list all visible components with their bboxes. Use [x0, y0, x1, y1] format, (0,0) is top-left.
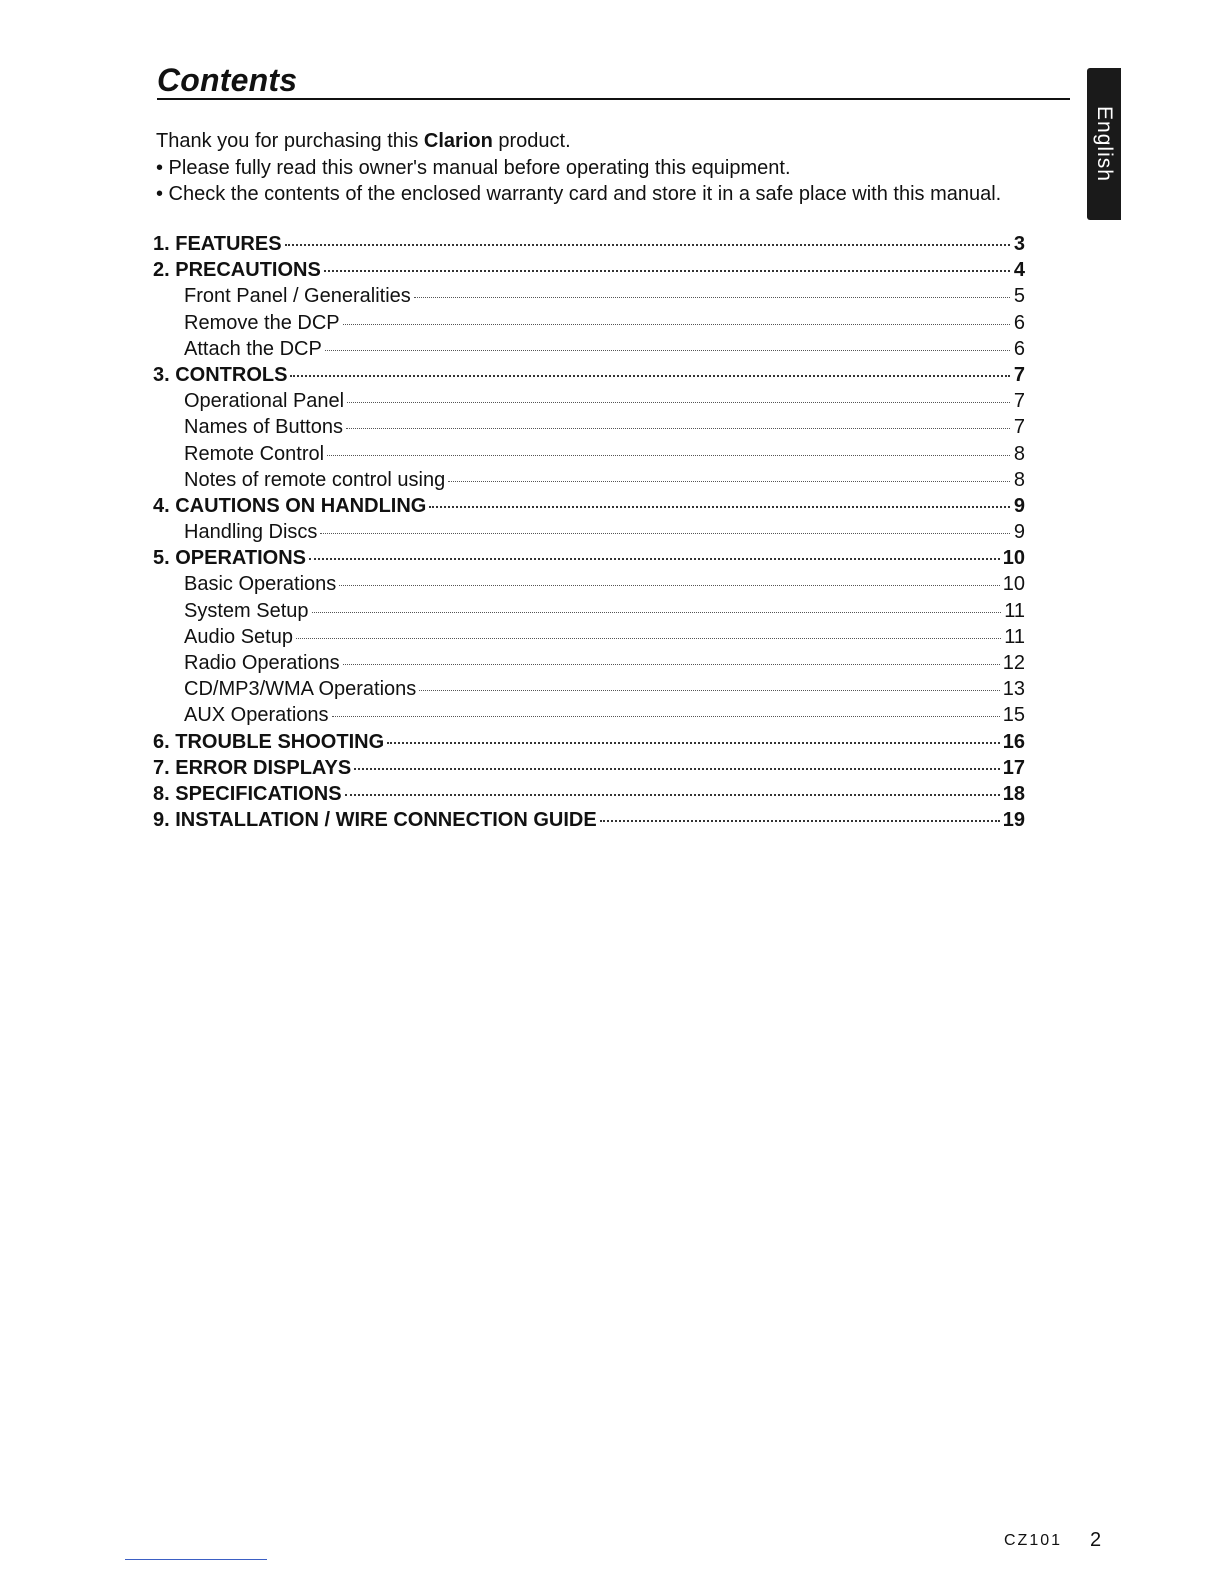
toc-entry-page: 18 — [1002, 782, 1025, 805]
toc-entry-page: 9 — [1013, 494, 1025, 517]
toc-dot-leader — [345, 794, 1000, 796]
toc-dot-leader — [324, 270, 1010, 272]
toc-dot-leader — [346, 428, 1010, 429]
intro-thanks-before: Thank you for purchasing this — [156, 130, 424, 152]
toc-section-entry[interactable] — [153, 233, 1025, 259]
toc-dot-leader — [320, 533, 1010, 534]
toc-entry-label: 1. FEATURES — [153, 233, 282, 255]
toc-entry-page: 6 — [1013, 311, 1025, 334]
toc-subsection-entry[interactable] — [153, 573, 1025, 599]
toc-dot-leader — [343, 324, 1010, 325]
toc-entry-label: 3. CONTROLS — [153, 363, 288, 386]
toc-entry-page: 3 — [1013, 233, 1025, 255]
brand-name: Clarion — [423, 130, 493, 152]
toc-dot-leader — [354, 768, 1000, 770]
toc-dot-leader — [296, 638, 1001, 639]
toc-dot-leader — [600, 820, 1000, 822]
language-tab-label: English — [1093, 106, 1116, 182]
toc-subsection-entry[interactable] — [153, 416, 1025, 442]
toc-section-entry[interactable] — [153, 495, 1025, 521]
toc-entry-page: 7 — [1013, 416, 1025, 439]
toc-entry-page: 5 — [1013, 285, 1025, 308]
toc-section-entry[interactable] — [153, 364, 1025, 390]
toc-entry-page: 17 — [1002, 756, 1025, 779]
toc-entry-label: Remote Control — [184, 442, 325, 465]
toc-section-entry[interactable] — [153, 259, 1025, 285]
toc-section-entry[interactable] — [153, 731, 1025, 757]
toc-entry-page: 15 — [1002, 704, 1025, 727]
toc-entry-label: Attach the DCP — [184, 337, 322, 360]
toc-entry-page: 19 — [1002, 809, 1025, 832]
table-of-contents — [153, 233, 1025, 835]
toc-entry-page: 8 — [1013, 442, 1025, 465]
toc-entry-label: Audio Setup — [184, 625, 293, 648]
footer-rule — [125, 1559, 267, 1560]
toc-dot-leader — [448, 481, 1010, 482]
toc-entry-page: 9 — [1013, 521, 1025, 544]
toc-entry-label: System Setup — [184, 599, 309, 622]
toc-dot-leader — [429, 506, 1010, 508]
toc-entry-page: 10 — [1002, 547, 1025, 570]
toc-dot-leader — [309, 558, 1000, 560]
toc-entry-page: 10 — [1002, 573, 1025, 596]
toc-dot-leader — [327, 455, 1010, 456]
toc-dot-leader — [312, 612, 1002, 613]
toc-entry-label: Notes of remote control using — [184, 468, 446, 491]
toc-entry-page: 6 — [1013, 337, 1025, 360]
toc-section-entry[interactable] — [153, 783, 1025, 809]
toc-subsection-entry[interactable] — [153, 390, 1025, 416]
toc-dot-leader — [414, 297, 1010, 298]
toc-entry-label: Basic Operations — [184, 573, 337, 596]
toc-entry-label: 8. SPECIFICATIONS — [153, 782, 342, 805]
toc-entry-label: 5. OPERATIONS — [153, 547, 306, 570]
toc-subsection-entry[interactable] — [153, 626, 1025, 652]
toc-entry-label: 4. CAUTIONS ON HANDLING — [153, 494, 427, 517]
toc-entry-label: Handling Discs — [184, 521, 318, 544]
toc-subsection-entry[interactable] — [153, 600, 1025, 626]
page-number: 2 — [1090, 1529, 1102, 1551]
intro-thanks — [156, 128, 1076, 155]
toc-entry-label: 6. TROUBLE SHOOTING — [153, 730, 385, 753]
toc-entry-page: 4 — [1013, 259, 1025, 282]
toc-dot-leader — [290, 375, 1010, 377]
toc-entry-page: 13 — [1002, 678, 1025, 701]
toc-dot-leader — [419, 690, 999, 691]
toc-section-entry[interactable] — [153, 757, 1025, 783]
intro-bullet: • Please fully read this owner's manual before operating this equipment. — [156, 156, 791, 179]
toc-entry-label: 2. PRECAUTIONS — [153, 259, 321, 282]
toc-subsection-entry[interactable] — [153, 652, 1025, 678]
language-tab — [1087, 68, 1121, 220]
toc-entry-page: 8 — [1013, 468, 1025, 491]
toc-section-entry[interactable] — [153, 547, 1025, 573]
toc-subsection-entry[interactable] — [153, 338, 1025, 364]
toc-subsection-entry[interactable] — [153, 469, 1025, 495]
toc-entry-page: 11 — [1004, 625, 1025, 648]
toc-entry-label: 7. ERROR DISPLAYS — [153, 756, 352, 779]
toc-dot-leader — [325, 350, 1010, 351]
toc-dot-leader — [285, 244, 1010, 246]
intro-thanks-after: product. — [492, 130, 571, 152]
toc-entry-page: 7 — [1013, 390, 1025, 413]
toc-entry-page: 12 — [1002, 652, 1025, 674]
intro-bullet: • Check the contents of the enclosed warranty card and store it in a safe place with this manual. — [156, 183, 1002, 205]
toc-subsection-entry[interactable] — [153, 285, 1025, 311]
toc-subsection-entry[interactable] — [153, 443, 1025, 469]
toc-dot-leader — [347, 402, 1010, 403]
toc-entry-label: CD/MP3/WMA Operations — [184, 678, 417, 701]
toc-entry-label: Names of Buttons — [184, 416, 343, 439]
model-number: CZ101 — [1004, 1532, 1063, 1549]
page-title: Contents — [157, 62, 298, 98]
toc-entry-page: 7 — [1013, 363, 1025, 386]
toc-entry-label: AUX Operations — [184, 704, 329, 727]
toc-dot-leader — [339, 585, 999, 586]
intro-text — [156, 128, 1076, 208]
toc-entry-label: Operational Panel — [184, 390, 345, 413]
toc-subsection-entry[interactable] — [153, 312, 1025, 338]
toc-section-entry[interactable] — [153, 809, 1025, 835]
toc-subsection-entry[interactable] — [153, 521, 1025, 547]
toc-entry-label: Front Panel / Generalities — [184, 285, 411, 308]
toc-subsection-entry[interactable] — [153, 704, 1025, 730]
toc-entry-label: 9. INSTALLATION / WIRE CONNECTION GUIDE — [153, 809, 597, 832]
toc-dot-leader — [332, 716, 1000, 717]
toc-dot-leader — [343, 664, 1000, 665]
toc-entry-label: Radio Operations — [184, 652, 340, 674]
toc-dot-leader — [387, 742, 1000, 744]
title-underline — [157, 98, 1070, 100]
toc-entry-label: Remove the DCP — [184, 311, 340, 334]
toc-entry-page: 11 — [1004, 599, 1025, 622]
toc-subsection-entry[interactable] — [153, 678, 1025, 704]
toc-entry-page: 16 — [1002, 730, 1025, 753]
